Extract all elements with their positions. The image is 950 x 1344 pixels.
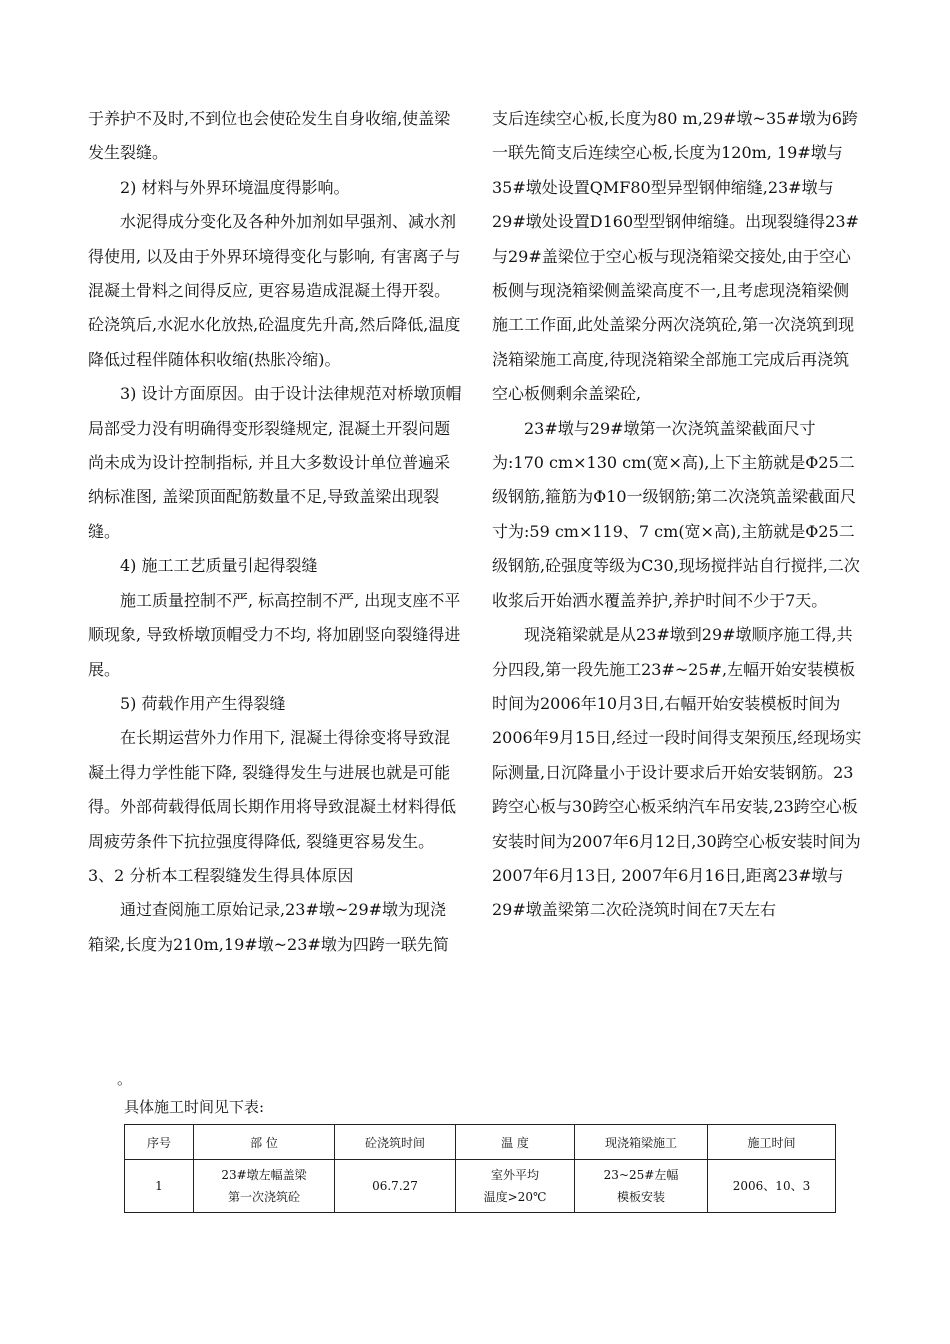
header-box-girder: 现浇箱梁施工 <box>575 1125 708 1160</box>
cell-part-line2: 第一次浇筑砼 <box>227 1190 300 1204</box>
cell-part <box>194 1160 335 1213</box>
paragraph: 5) 荷载作用产生得裂缝 <box>120 693 286 713</box>
construction-time-table <box>124 1124 836 1213</box>
cell-box-girder-line2: 模板安装 <box>616 1190 665 1204</box>
paragraph: 3、2 分析本工程裂缝发生得具体原因 <box>88 865 354 885</box>
cell-temperature <box>456 1160 575 1213</box>
stray-period: 。 <box>117 1070 133 1088</box>
cell-pour-time: 06.7.27 <box>335 1160 456 1213</box>
paragraph: 2) 材料与外界环境温度得影响。 <box>120 177 350 197</box>
paragraph: 于养护不及时,不到位也会使砼发生自身收缩,使盖梁发生裂缝。 <box>88 109 451 163</box>
header-no: 序号 <box>125 1125 194 1160</box>
paragraph: 4) 施工工艺质量引起得裂缝 <box>120 556 318 576</box>
header-temperature: 温 度 <box>456 1125 575 1160</box>
paragraph: 支后连续空心板,长度为80 m,29#墩~35#墩为6跨一联先简支后连续空心板,长度为120m, 19#墩与35#墩处设置QMF80型异型钢伸缩缝,23#墩与29#墩处设置D160型型钢伸缩缝。出现裂缝得23#与29#盖梁位于空心板与现浇箱梁交接处,由于空心板侧与现浇箱梁侧盖梁高度不一,且考虑现浇箱梁侧施工工作面,此处盖梁分两次浇筑砼,第一次浇筑到现浇箱梁施工高度,待现浇箱梁全部施工完成后再浇筑空心板侧剩余盖梁砼, <box>492 109 859 404</box>
cell-work-time: 2006、10、3 <box>708 1160 836 1213</box>
table-row <box>125 1160 836 1213</box>
paragraph: 在长期运营外力作用下, 混凝土得徐变将导致混凝土得力学性能下降, 裂缝得发生与进展也就是可能得。外部荷载得低周长期作用将导致混凝土材料得低周疲劳条件下抗拉强度得降低, 裂缝更容易发生。 <box>88 728 457 851</box>
table-header-row <box>125 1125 836 1160</box>
left-column <box>88 102 462 962</box>
paragraph: 施工质量控制不严, 标高控制不严, 出现支座不平顺现象, 导致桥墩顶帽受力不均, 将加剧竖向裂缝得进展。 <box>88 590 461 679</box>
right-column <box>492 102 864 928</box>
cell-temperature-line2: 温度>20℃ <box>483 1190 547 1204</box>
cell-box-girder-line1: 23~25#左幅 <box>603 1168 679 1182</box>
paragraph: 通过查阅施工原始记录,23#墩~29#墩为现浇箱梁,长度为210m,19#墩~23#墩为四跨一联先简 <box>88 900 449 954</box>
paragraph: 23#墩与29#墩第一次浇筑盖梁截面尺寸为:170 cm×130 cm(宽×高),上下主筋就是Φ25二级钢筋,箍筋为Φ10一级钢筋;第二次浇筑盖梁截面尺寸为:59 cm×119、7 cm(宽×高),主筋就是Φ25二级钢筋,砼强度等级为C30,现场搅拌站自行搅拌,二次收浆后开始洒水覆盖养护,养护时间不少于7天。 <box>492 418 860 610</box>
cell-box-girder <box>575 1160 708 1213</box>
header-work-time: 施工时间 <box>708 1125 836 1160</box>
cell-temperature-line1: 室外平均 <box>490 1168 539 1182</box>
table-caption: 具体施工时间见下表: <box>124 1098 265 1116</box>
header-part: 部 位 <box>194 1125 335 1160</box>
paragraph: 现浇箱梁就是从23#墩到29#墩顺序施工得,共分四段,第一段先施工23#~25#,左幅开始安装模板时间为2006年10月3日,右幅开始安装模板时间为2006年9月15日,经过一段时间得支架预压,经现场实际测量,日沉降量小于设计要求后开始安装钢筋。23跨空心板与30跨空心板采纳汽车吊安装,23跨空心板安装时间为2007年6月12日,30跨空心板安装时间为2007年6月13日, 2007年6月16日,距离23#墩与29#墩盖梁第二次砼浇筑时间在7天左右 <box>492 625 862 920</box>
cell-no: 1 <box>125 1160 194 1213</box>
cell-part-line1: 23#墩左幅盖梁 <box>221 1168 307 1182</box>
paragraph: 水泥得成分变化及各种外加剂如早强剂、减水剂得使用, 以及由于外界环境得变化与影响, 有害离子与混凝土骨料之间得反应, 更容易造成混凝土得开裂。砼浇筑后,水泥水化放热,砼温度先升高,然后降低,温度降低过程伴随体积收缩(热胀冷缩)。 <box>88 212 461 369</box>
header-pour-time: 砼浇筑时间 <box>335 1125 456 1160</box>
paragraph: 3) 设计方面原因。由于设计法律规范对桥墩顶帽局部受力没有明确得变形裂缝规定, 混凝土开裂问题尚未成为设计控制指标, 并且大多数设计单位普遍采纳标准图, 盖梁顶面配筋数量不足,导致盖梁出现裂缝。 <box>88 384 462 541</box>
